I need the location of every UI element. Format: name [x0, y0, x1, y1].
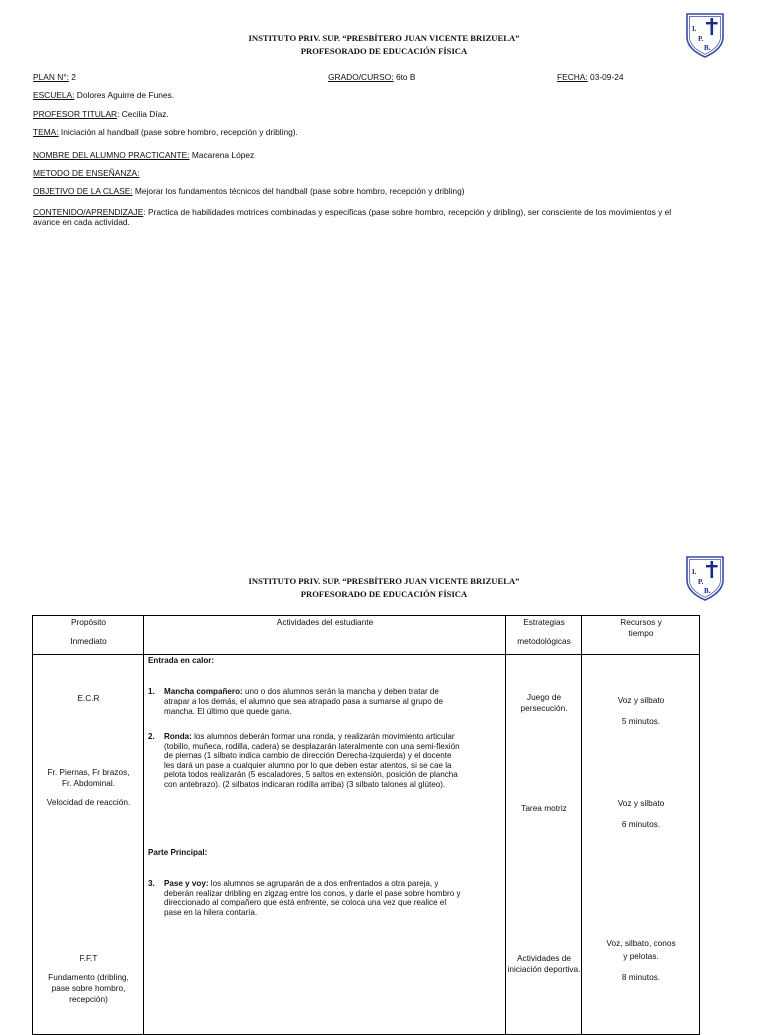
table-body-row	[33, 655, 700, 1035]
activity-3-line1	[164, 879, 500, 889]
actividades-cell	[144, 655, 506, 1035]
activity-2-line4: les dará un pase a cualquier alumno por lo que deben estar atentos, si se cae la	[164, 761, 452, 770]
recurso-1-line2: 5 minutos.	[621, 716, 661, 726]
activity-3-line4: pase en la hilera contaría.	[164, 908, 258, 917]
estrategia-3-line1: Actividades de	[517, 953, 571, 963]
contenido-label: CONTENIDO/APRENDIZAJE	[33, 207, 144, 217]
header-recursos-line1: Recursos y	[620, 617, 662, 627]
program-title: PROFESORADO DE EDUCACIÓN FÍSICA	[300, 46, 468, 56]
objetivo-label: OBJETIVO DE LA CLASE:	[33, 186, 133, 196]
activity-1-line3: mancha. El último que quede gana.	[164, 707, 292, 716]
header-proposito	[33, 616, 144, 655]
profesor-titular	[33, 109, 169, 119]
logo-letter-i: I.	[692, 568, 697, 576]
proposito-fft: F.F.T	[79, 953, 98, 963]
escuela-value: Dolores Aguirre de Funes.	[74, 90, 175, 100]
proposito-fr-line1: Fr. Piernas, Fr brazos,	[47, 767, 130, 777]
proposito-ecr: E.C.R	[77, 693, 100, 703]
activity-2-line2: (tobillo, muñeca, rodilla, cadera) se desplazarán lateralmente con una semi-flexión	[164, 742, 460, 751]
metodo-label: METODO DE ENSEÑANZA:	[33, 168, 140, 178]
header-proposito-line2: Inmediato	[70, 636, 107, 646]
grado-label: GRADO/CURSO:	[328, 72, 394, 82]
grado-value: 6to B	[393, 72, 416, 82]
proposito-fund-line2: pase sobre hombro,	[51, 983, 126, 993]
activity-2-line5: pelota todos realizarán (5 escaladores, 5 saltos en extensión, posición de plancha	[164, 770, 458, 779]
fecha-label: FECHA:	[557, 72, 588, 82]
activity-2-line1	[164, 732, 500, 742]
header-recursos-line2: tiempo	[628, 628, 654, 638]
alumno-value: Macarena López	[189, 150, 255, 160]
activity-3-line3: direccionado al compañero que está enfrente, se coloca una vez que realice el	[164, 898, 447, 907]
logo-letter-p: P.	[698, 35, 704, 43]
alumno-label: NOMBRE DEL ALUMNO PRACTICANTE:	[33, 150, 190, 160]
escuela-label: ESCUELA:	[33, 90, 75, 100]
activity-2-line1-text: los alumnos deberán formar una ronda, y realizarán movimiento articular	[191, 732, 455, 741]
profesor-label: PROFESOR TITULAR	[33, 109, 118, 119]
alumno-practicante	[33, 150, 254, 160]
contenido-value-line1: : Practica de habilidades motrices combinadas y especificas (pase sobre hombro, recepción y dribling), ser consciente de los movimientos y el	[143, 207, 672, 217]
recurso-3-line1: Voz, silbato, conos	[606, 938, 676, 948]
activity-1-line1-text: uno o dos alumnos serán la mancha y deben tratar de	[242, 687, 439, 696]
plan-value: 2	[68, 72, 76, 82]
activity-2-number: 2.	[148, 732, 155, 741]
escuela	[33, 90, 174, 100]
contenido-value-line2: avance en cada actividad.	[33, 217, 130, 227]
recurso-2-line1: Voz y silbato	[617, 798, 665, 808]
metodo-ensenanza	[33, 168, 139, 178]
activity-1-line2: atrapar a los demás, el alumno que sea atrapado pasa a sumarse al grupo de	[164, 697, 443, 706]
recurso-3-line2: y pelotas.	[623, 951, 659, 961]
activity-1-line1	[164, 687, 500, 697]
recursos-cell	[582, 655, 700, 1035]
tema	[33, 127, 298, 137]
activity-3-title: Pase y voy:	[164, 879, 209, 888]
parte-principal-heading: Parte Principal:	[148, 848, 208, 857]
logo-letter-b: B.	[704, 587, 711, 595]
estrategia-2: Tarea motriz	[521, 803, 567, 813]
activity-3-line2: deberán realizar dribling en zigzag entre los conos, y darle el pase sobre hombro y	[164, 889, 461, 898]
table-header-row	[33, 616, 700, 655]
logo-letter-b: B.	[704, 44, 711, 52]
activity-1-title: Mancha compañero:	[164, 687, 243, 696]
proposito-cell	[33, 655, 144, 1035]
activity-1-number: 1.	[148, 687, 155, 696]
header-proposito-line1: Propósito	[70, 617, 107, 627]
estrategia-1: Juego de persecución.	[520, 692, 568, 713]
entrada-en-calor-heading: Entrada en calor:	[148, 656, 215, 665]
contenido-aprendizaje	[33, 207, 671, 217]
activity-3-line1-text: los alumnos se agruparán de a dos enfrentados a otra pareja, y	[208, 879, 439, 888]
tema-label: TEMA:	[33, 127, 59, 137]
proposito-velocidad: Velocidad de reacción.	[46, 797, 131, 807]
tema-value: Iniciación al handball (pase sobre hombro, recepción y dribling).	[58, 127, 298, 137]
shield-logo-icon	[684, 554, 726, 602]
estrategia-3-line2: iniciación deportiva.	[507, 964, 581, 974]
plan-number	[33, 72, 76, 82]
header-estrategias-line1: Estrategias	[523, 617, 565, 627]
institute-title: INSTITUTO PRIV. SUP. “PRESBÍTERO JUAN VICENTE BRIZUELA”	[248, 33, 520, 43]
header-actividades	[144, 616, 506, 655]
objetivo-clase	[33, 186, 465, 196]
estrategias-cell	[506, 655, 582, 1035]
plan-label: PLAN N°:	[33, 72, 69, 82]
recurso-1-line1: Voz y silbato	[617, 695, 665, 705]
institute-logo-2	[684, 554, 726, 602]
activity-2-line6: con antebrazo). (2 silbatos indicaran rodilla arriba) (3 silbato talones al glúteo).	[164, 780, 446, 789]
institute-title-2: INSTITUTO PRIV. SUP. “PRESBÍTERO JUAN VICENTE BRIZUELA”	[248, 576, 520, 586]
lesson-plan-table	[32, 615, 700, 1035]
logo-letter-p: P.	[698, 578, 704, 586]
fecha	[557, 72, 624, 82]
activity-2-line3: de piernas (1 silbato indica cambio de dirección Derecha-izquierda) y el docente	[164, 751, 452, 760]
shield-logo-icon	[684, 11, 726, 59]
objetivo-value: Mejorar los fundamentos técnicos del handball (pase sobre hombro, recepción y dribling)	[132, 186, 465, 196]
institute-logo	[684, 11, 726, 59]
header-estrategias-line2: metodológicas	[517, 636, 571, 646]
header-estrategias	[506, 616, 582, 655]
grado-curso	[328, 72, 416, 82]
logo-letter-i: I.	[692, 25, 697, 33]
header-recursos	[582, 616, 700, 655]
activity-3-number: 3.	[148, 879, 155, 888]
header-actividades-text: Actividades del estudiante	[276, 617, 374, 627]
proposito-fund-line3: recepción)	[69, 994, 108, 1004]
proposito-fr-line2: Fr. Abdominal.	[61, 778, 116, 788]
profesor-value: : Cecilia Díaz.	[117, 109, 169, 119]
recurso-3-line3: 8 minutos.	[621, 972, 661, 982]
activity-2-title: Ronda:	[164, 732, 192, 741]
recurso-2-line2: 6 minutos.	[621, 819, 661, 829]
fecha-value: 03-09-24	[587, 72, 624, 82]
proposito-fund-line1: Fundamento (dribling,	[48, 972, 129, 982]
program-title-2: PROFESORADO DE EDUCACIÓN FÍSICA	[300, 589, 468, 599]
